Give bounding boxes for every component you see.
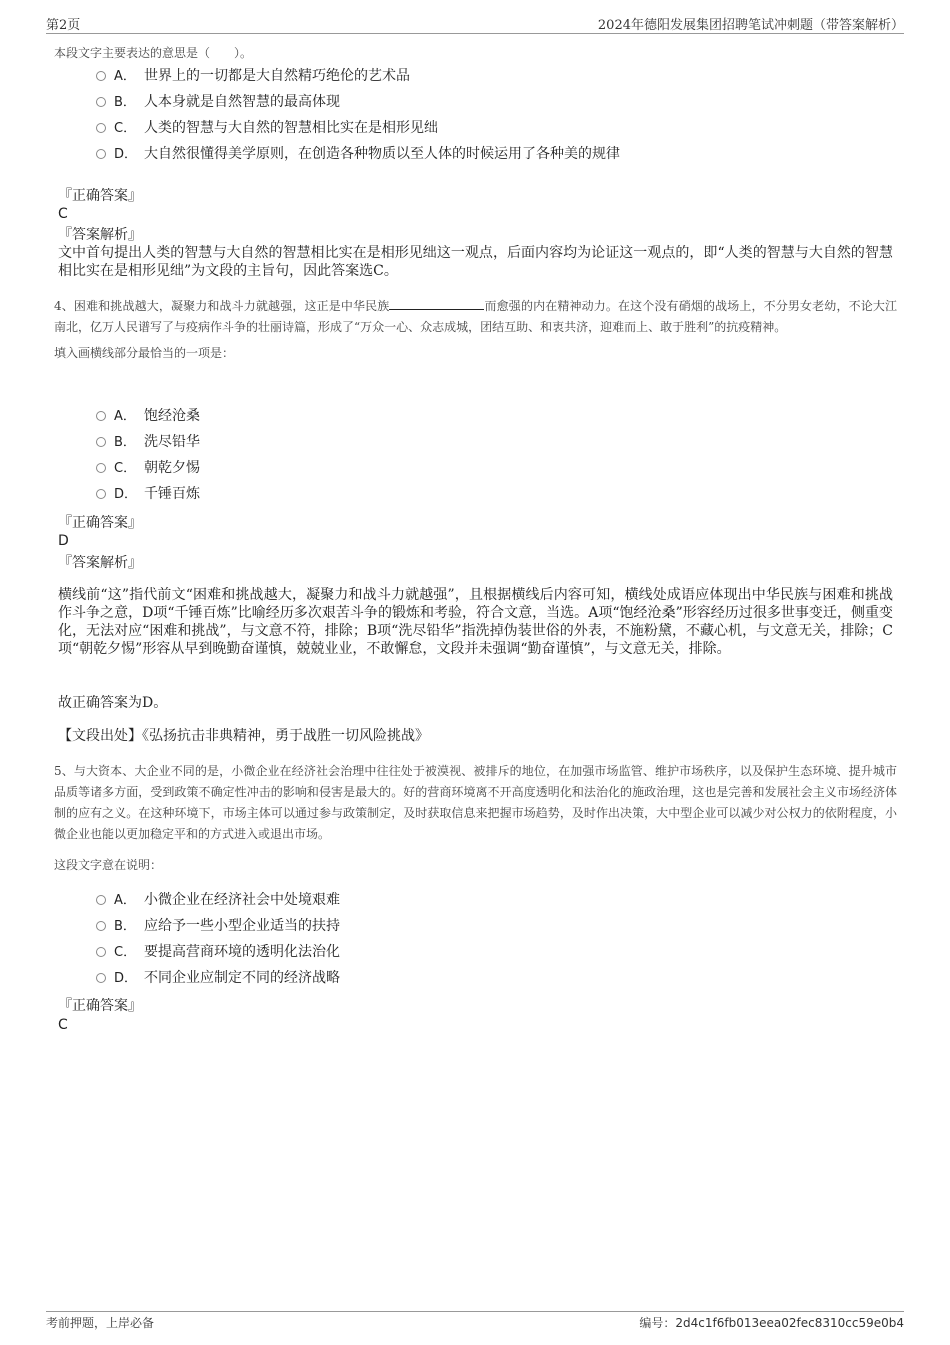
radio-icon[interactable] xyxy=(96,411,106,421)
q4-option-a[interactable]: A． 饱经沧桑 xyxy=(96,406,200,427)
footer-divider xyxy=(46,1311,904,1312)
q3-prompt: 本段文字主要表达的意思是（ ）。 xyxy=(54,46,253,60)
fill-blank xyxy=(389,297,484,310)
q4-option-b[interactable]: B． 洗尽铅华 xyxy=(96,432,200,453)
q3-option-d[interactable]: D． 大自然很懂得美学原则，在创造各种物质以至人体的时候运用了各种美的规律 xyxy=(96,144,620,165)
q4-prompt: 填入画横线部分最恰当的一项是： xyxy=(54,346,235,360)
document-title: 2024年德阳发展集团招聘笔试冲刺题（带答案解析） xyxy=(597,18,904,33)
q5-option-c[interactable]: C． 要提高营商环境的透明化法治化 xyxy=(96,942,340,963)
q3-option-c[interactable]: C． 人类的智慧与大自然的智慧相比实在是相形见绌 xyxy=(96,118,438,139)
q5-option-a[interactable]: A． 小微企业在经济社会中处境艰难 xyxy=(96,890,340,911)
q5-question: 5、与大资本、大企业不同的是，小微企业在经济社会治理中往往处于被漠视、被排斥的地位，在加强市场监管、维护市场秩序，以及保护生态环境、提升城市品质等诸多方面，受到政策不确定性冲击的影响和侵害是最大的。好的营商环境离不开高度透明化和法治化的施政治理，这也是完善和发展社会主义市场经济体制的应有之义。在这种环境下，市场主体可以通过参与政策制定，及时获取信息来把握市场趋势，及时作出决策，大中型企业可以减少对公权力的依附程度，小微企业也能以更加稳定平和的方式进入或退出市场。 xyxy=(54,764,897,841)
radio-icon[interactable] xyxy=(96,149,106,159)
q4-analysis: 横线前“这”指代前文“困难和挑战越大，凝聚力和战斗力就越强”，且根据横线后内容可知，横线处成语应体现出中华民族与困难和挑战作斗争之意，D项“千锤百炼”比喻经历多次艰苦斗争的锻炼和考验，符合文意，当选。A项“饱经沧桑”形容经历过很多世事变迁，侧重变化，无法对应“困难和挑战”，与文意不符，排除；B项“洗尽铅华”指洗掉伪装世俗的外表，不施粉黛，不藏心机，与文意无关，排除；C项“朝乾夕惕”形容从早到晚勤奋谨慎，兢兢业业，不敢懈怠，文段并未强调“勤奋谨慎”，与文意无关，排除。 xyxy=(58,587,893,657)
q4-answer-label: 『正确答案』 xyxy=(58,515,142,531)
q5-option-b[interactable]: B． 应给予一些小型企业适当的扶持 xyxy=(96,916,340,937)
radio-icon[interactable] xyxy=(96,489,106,499)
q3-option-b[interactable]: B． 人本身就是自然智慧的最高体现 xyxy=(96,92,340,113)
radio-icon[interactable] xyxy=(96,895,106,905)
header-divider xyxy=(46,33,904,34)
radio-icon[interactable] xyxy=(96,947,106,957)
document-code: 编号：2d4c1f6fb013eea02fec8310cc59e0b4 xyxy=(639,1316,904,1330)
radio-icon[interactable] xyxy=(96,921,106,931)
q3-option-a[interactable]: A． 世界上的一切都是大自然精巧绝伦的艺术品 xyxy=(96,66,410,87)
q5-answer: C xyxy=(58,1017,68,1033)
q5-option-d[interactable]: D． 不同企业应制定不同的经济战略 xyxy=(96,968,340,989)
q5-answer-label: 『正确答案』 xyxy=(58,998,142,1014)
radio-icon[interactable] xyxy=(96,437,106,447)
q4-conclusion: 故正确答案为D。 xyxy=(58,695,168,711)
q3-analysis: 文中首句提出人类的智慧与大自然的智慧相比实在是相形见绌这一观点，后面内容均为论证这一观点的，即“人类的智慧与大自然的智慧相比实在是相形见绌”为文段的主旨句，因此答案选C。 xyxy=(58,245,893,279)
q4-question: 4、困难和挑战越大，凝聚力和战斗力就越强，这正是中华民族 而愈强的内在精神动力。在这个没有硝烟的战场上，不分男女老幼，不论大江南北，亿万人民谱写了与疫病作斗争的壮丽诗篇，形成了“万众一心、众志成城，团结互助、和衷共济，迎难而上、敢于胜利”的抗疫精神。 xyxy=(54,299,897,334)
q3-analysis-label: 『答案解析』 xyxy=(58,227,142,243)
page-number: 第2页 xyxy=(46,18,81,33)
q3-answer-label: 『正确答案』 xyxy=(58,188,142,204)
q4-option-c[interactable]: C． 朝乾夕惕 xyxy=(96,458,200,479)
radio-icon[interactable] xyxy=(96,71,106,81)
q3-answer: C xyxy=(58,206,68,222)
q4-source: 【文段出处】《弘扬抗击非典精神，勇于战胜一切风险挑战》 xyxy=(58,728,429,744)
radio-icon[interactable] xyxy=(96,123,106,133)
radio-icon[interactable] xyxy=(96,973,106,983)
radio-icon[interactable] xyxy=(96,463,106,473)
q4-option-d[interactable]: D． 千锤百炼 xyxy=(96,484,200,505)
q4-answer: D xyxy=(58,533,69,549)
radio-icon[interactable] xyxy=(96,97,106,107)
footer-slogan: 考前押题，上岸必备 xyxy=(46,1316,155,1330)
q4-analysis-label: 『答案解析』 xyxy=(58,555,142,571)
q5-prompt: 这段文字意在说明： xyxy=(54,858,163,872)
